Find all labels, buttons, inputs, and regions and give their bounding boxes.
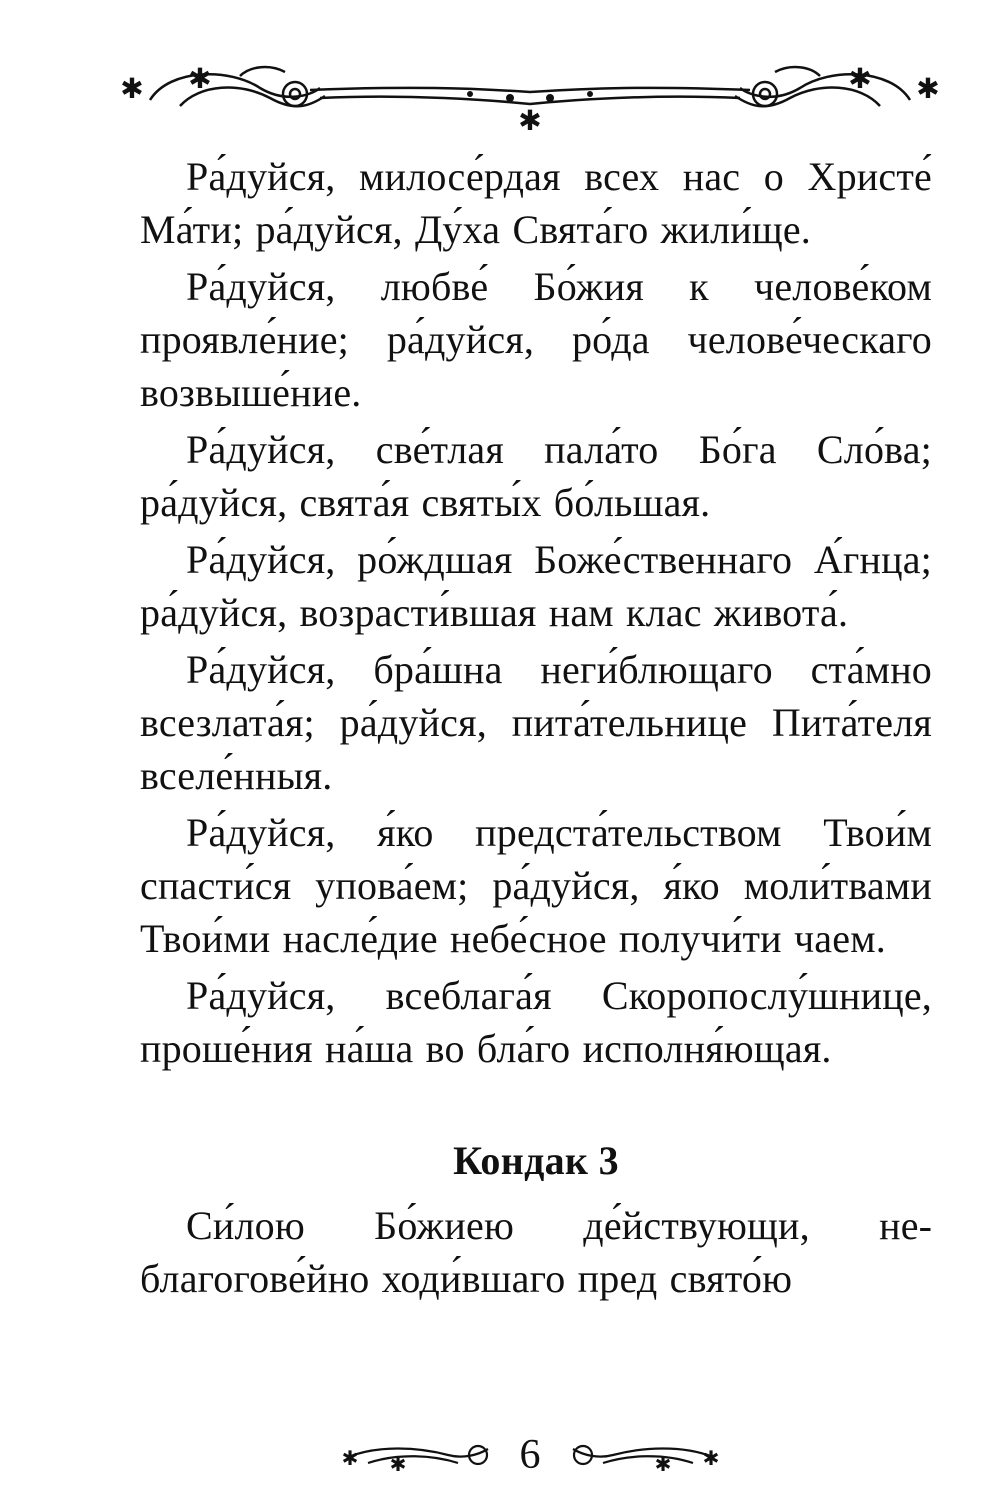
svg-text:✱: ✱ [188, 62, 212, 95]
text-body [140, 150, 932, 1309]
paragraph: Ра́дуйся, ро́ждшая Боже́ственнаго А́гнца; ра́дуйся, возрасти́вшая нам клас живота́. [140, 537, 932, 635]
footer-ornament-right [563, 1435, 723, 1475]
page-footer [320, 1420, 740, 1490]
paragraph: Ра́дуйся, бра́шна неги́блющаго ста́мно всезлата́я; ра́дуйся, пита́тельнице Пита́теля вселе́нныя. [140, 647, 932, 798]
svg-text:✱: ✱ [702, 1446, 719, 1470]
paragraph: Ра́дуйся, всеблага́я Скоропослу́шнице, проше́ния на́ша во бла́го исполня́ющая. [140, 973, 932, 1071]
paragraph: Ра́дуйся, любве́ Бо́жия к челове́ком проявле́ние; ра́дуйся, ро́да челове́ческаго возвыше́ние. [140, 264, 932, 415]
page-number: 6 [519, 1432, 541, 1478]
svg-text:✱: ✱ [120, 72, 144, 105]
svg-text:✱: ✱ [654, 1452, 671, 1475]
footer-ornament-left [338, 1435, 498, 1475]
paragraph: Ра́дуйся, милосе́рдая всех нас о Христе́ Ма́ти; ра́дуйся, Ду́ха Свята́го жили́ще. [140, 154, 932, 252]
svg-text:✱: ✱ [341, 1446, 358, 1470]
svg-text:✱: ✱ [389, 1452, 406, 1475]
paragraph: Си́лою Бо́жиею де́йствующи, неблагогове́йно ходи́вшаго пред свято́ю [140, 1203, 932, 1301]
svg-text:✱: ✱ [518, 104, 542, 137]
paragraph: Ра́дуйся, я́ко предста́тельством Твои́м спасти́ся упова́ем; ра́дуйся, я́ко моли́твами Твои́ми насле́дие небе́сное получи́ти чаем. [140, 810, 932, 961]
top-ornament [110, 58, 950, 138]
svg-text:✱: ✱ [916, 72, 940, 105]
svg-text:✱: ✱ [848, 62, 872, 95]
section-heading: Кондак 3 [453, 1138, 619, 1183]
paragraph: Ра́дуйся, све́тлая пала́то Бо́га Сло́ва; ра́дуйся, свята́я святы́х бо́льшая. [140, 427, 932, 525]
